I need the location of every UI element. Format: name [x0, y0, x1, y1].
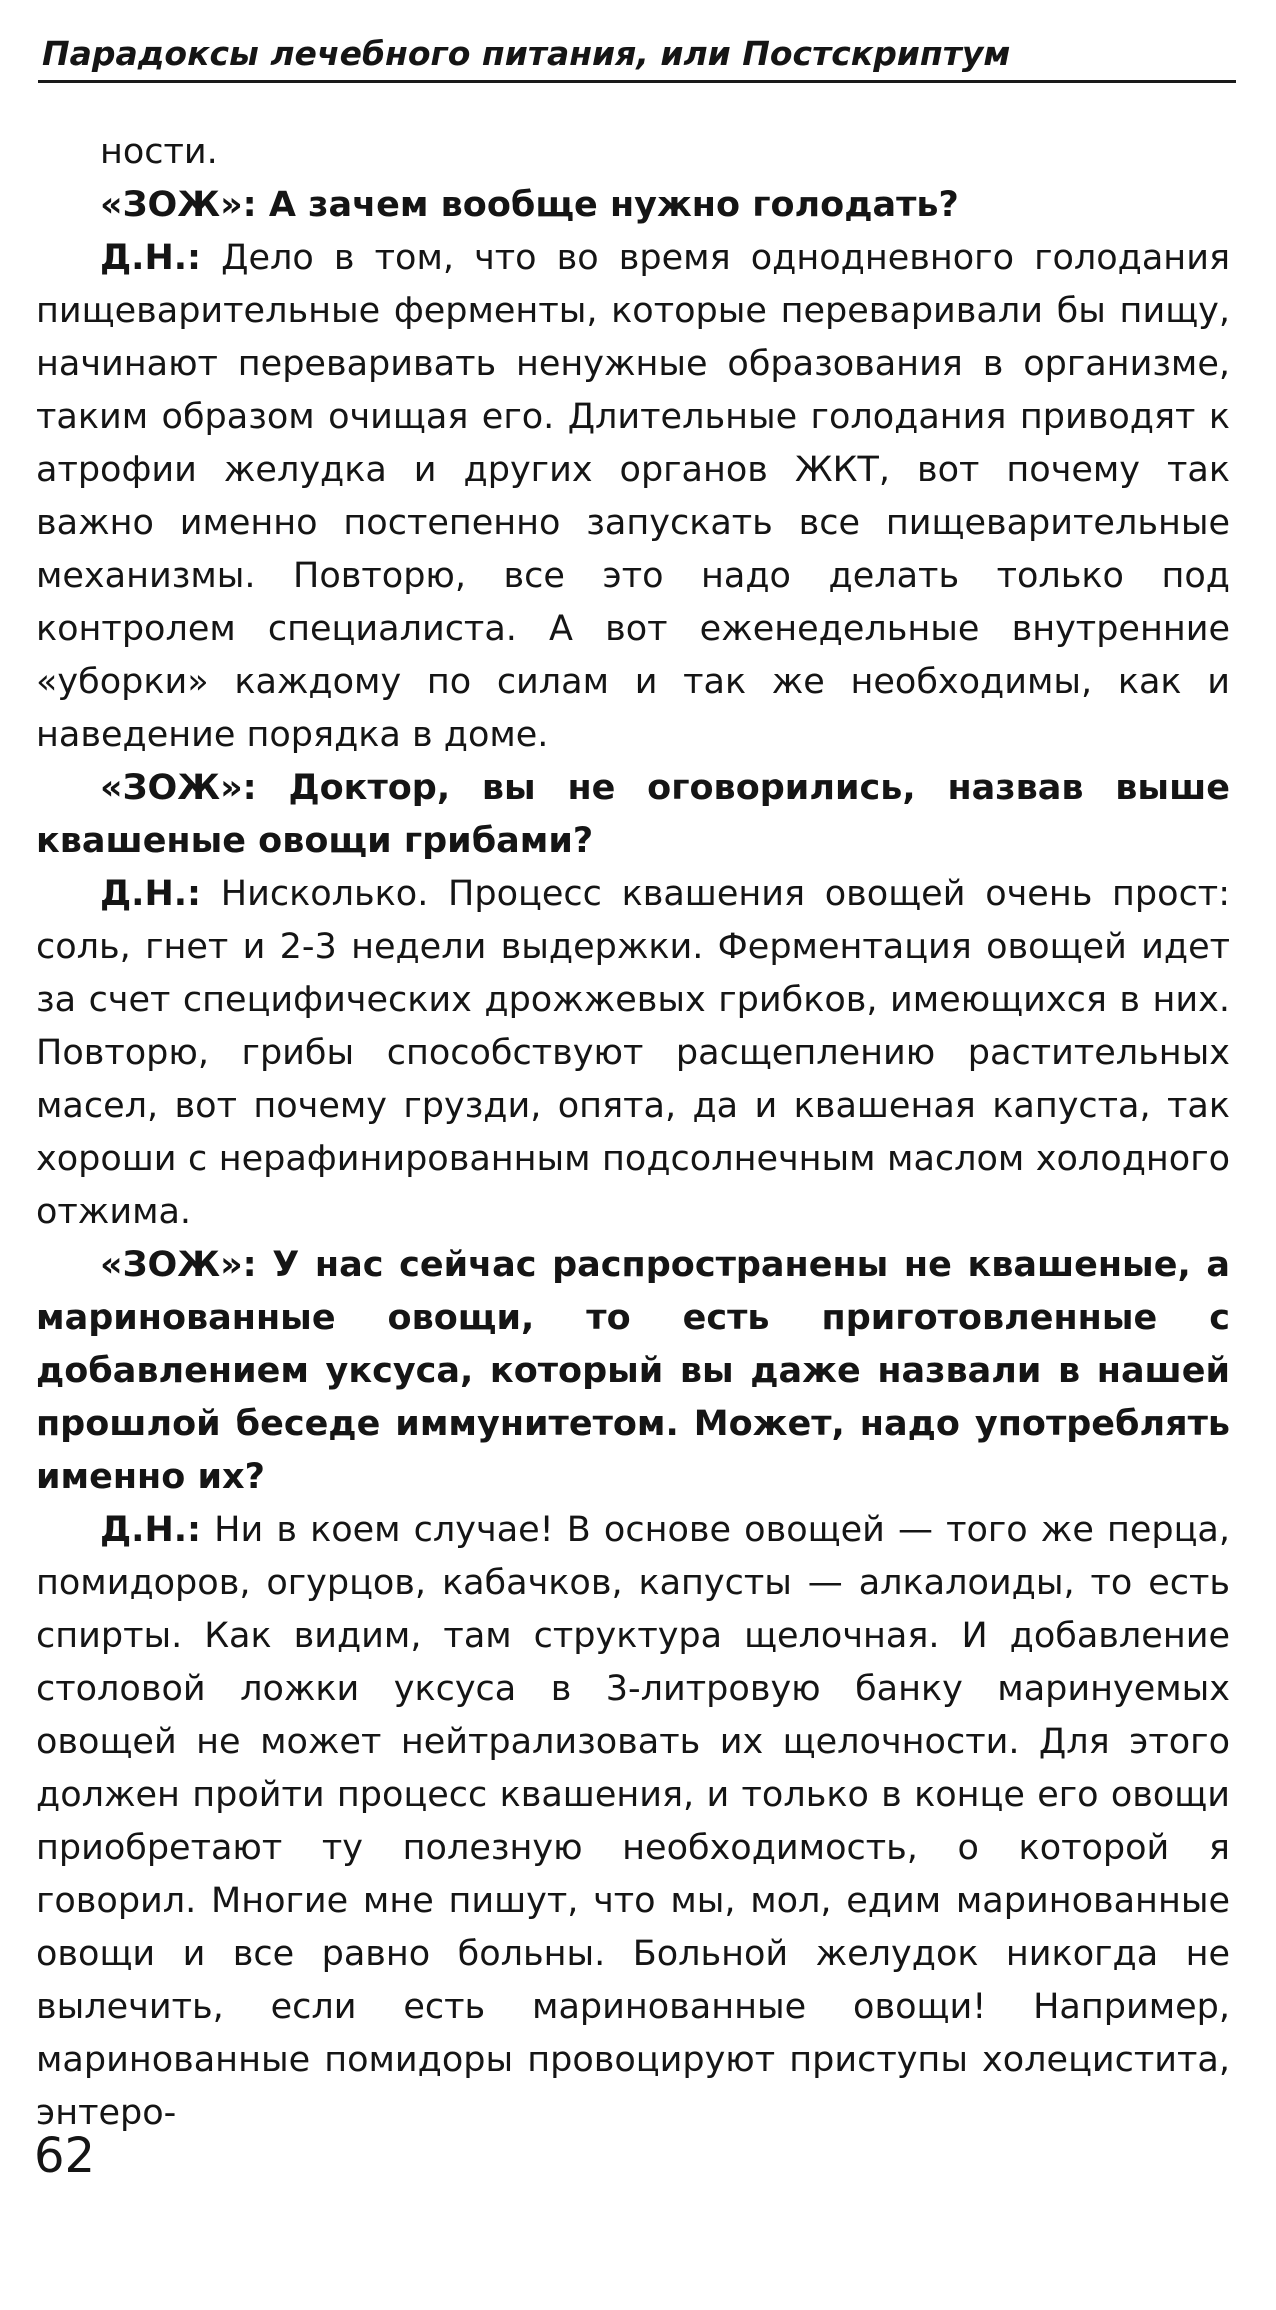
running-header — [38, 32, 1236, 83]
question-paragraph — [36, 179, 1230, 232]
speaker-label: «ЗОЖ»: — [100, 768, 257, 808]
speaker-label: Д.Н.: — [100, 238, 202, 278]
paragraph — [36, 126, 1230, 179]
speaker-label: Д.Н.: — [100, 874, 202, 914]
header-title: Парадоксы лечебного питания, или Постскриптум — [42, 34, 1011, 73]
question-text: Доктор, вы не оговорились, назвав выше квашеные овощи грибами? — [36, 768, 1230, 861]
speaker-label: «ЗОЖ»: — [100, 1245, 257, 1285]
page-number: 62 — [34, 2128, 96, 2184]
answer-text: Ни в коем случае! В основе овощей — того же перца, помидоров, огурцов, кабачков, капусты — алкалоиды, то есть спирты. Как видим, там структура щелочная. И добавление столовой ложки уксуса в 3-литровую банку маринуемых овощей не может нейтрализовать их щелочности. Для этого должен пройти процесс квашения, и только в конце его овощи приобретают ту полезную необходимость, о которой я говорил. Многие мне пишут, что мы, мол, едим маринованные овощи и все равно больны. Больной желудок никогда не вылечить, если есть маринованные овощи! Например, маринованные помидоры провоцируют приступы холецистита, энтеро- — [36, 1510, 1230, 2133]
answer-text: Дело в том, что во время однодневного голодания пищеварительные ферменты, которые переваривали бы пищу, начинают переваривать ненужные образования в организме, таким образом очищая его. Длительные голодания приводят к атрофии желудка и других органов ЖКТ, вот почему так важно именно постепенно запускать все пищеварительные механизмы. Повторю, все это надо делать только под контролем специалиста. А вот еженедельные внутренние «уборки» каждому по силам и так же необходимы, как и наведение порядка в доме. — [36, 238, 1230, 755]
speaker-label: «ЗОЖ»: — [100, 185, 257, 225]
answer-text: Нисколько. Процесс квашения овощей очень прост: соль, гнет и 2-3 недели выдержки. Ферментация овощей идет за счет специфических дрожжевых грибков, имеющихся в них. Повторю, грибы способствуют расщеплению растительных масел, вот почему грузди, опята, да и квашеная капуста, так хороши с нерафинированным подсолнечным маслом холодного отжима. — [36, 874, 1230, 1232]
paragraph-text: ности. — [100, 132, 218, 172]
speaker-label: Д.Н.: — [100, 1510, 202, 1550]
question-text: У нас сейчас распространены не квашеные, а маринованные овощи, то есть приготовленные с добавлением уксуса, который вы даже назвали в нашей прошлой беседе иммунитетом. Может, надо употреблять именно их? — [36, 1245, 1230, 1497]
question-text: А зачем вообще нужно голодать? — [256, 185, 959, 225]
answer-paragraph — [36, 1504, 1230, 2140]
answer-paragraph — [36, 868, 1230, 1239]
body-text — [36, 126, 1230, 2140]
question-paragraph — [36, 1239, 1230, 1504]
question-paragraph — [36, 762, 1230, 868]
answer-paragraph — [36, 232, 1230, 762]
